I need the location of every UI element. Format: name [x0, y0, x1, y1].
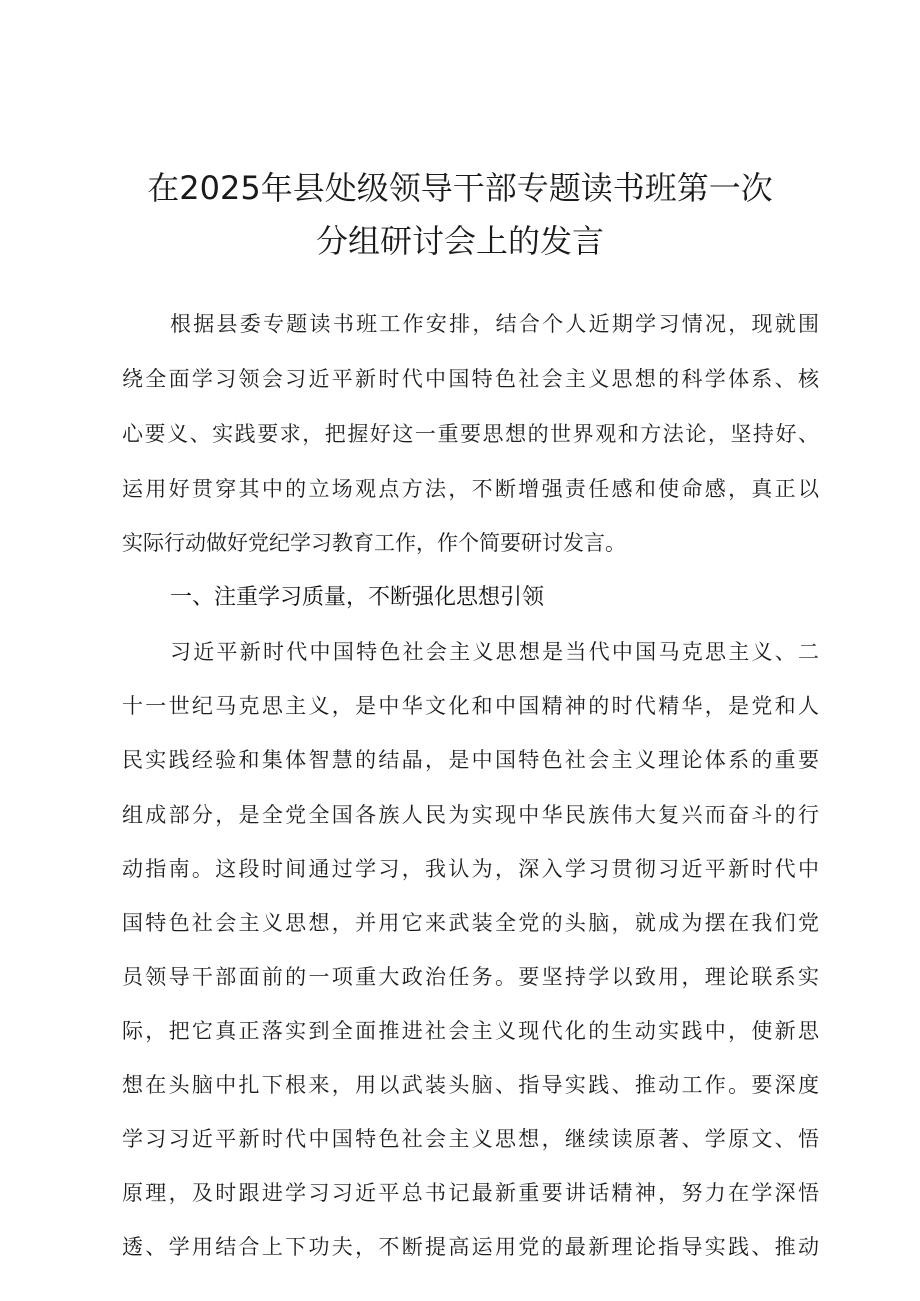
intro-paragraph-line: 绕全面学习领会习近平新时代中国特色社会主义思想的科学体系、核: [122, 367, 819, 391]
document-title-line-1: 在2025年县处级领导干部专题读书班第一次: [147, 169, 773, 207]
section-1-paragraph-line: 民实践经验和集体智慧的结晶，是中国特色社会主义理论体系的重要: [122, 748, 819, 772]
section-1-paragraph-line: 员领导干部面前的一项重大政治任务。要坚持学以致用，理论联系实: [122, 965, 819, 989]
section-1-paragraph-line: 透、学用结合上下功夫，不断提高运用党的最新理论指导实践、推动: [122, 1235, 819, 1259]
intro-paragraph-line: 心要义、实践要求，把握好这一重要思想的世界观和方法论，坚持好、: [122, 422, 819, 446]
intro-paragraph-line: 根据县委专题读书班工作安排，结合个人近期学习情况，现就围: [170, 312, 819, 336]
section-1-paragraph-line: 学习习近平新时代中国特色社会主义思想，继续读原著、学原文、悟: [122, 1127, 819, 1151]
section-1-paragraph-line: 动指南。这段时间通过学习，我认为，深入学习贯彻习近平新时代中: [122, 857, 819, 881]
document-title-line-2: 分组研讨会上的发言: [315, 222, 604, 260]
section-1-paragraph-line: 组成部分，是全党全国各族人民为实现中华民族伟大复兴而奋斗的行: [122, 803, 819, 827]
section-1-paragraph-line: 际，把它真正落实到全面推进社会主义现代化的生动实践中，使新思: [122, 1019, 819, 1043]
section-1-heading: 一、注重学习质量，不断强化思想引领: [170, 585, 545, 610]
intro-paragraph-line: 实际行动做好党纪学习教育工作，作个简要研讨发言。: [122, 531, 626, 555]
section-1-paragraph-line: 十一世纪马克思主义，是中华文化和中国精神的时代精华，是党和人: [122, 694, 819, 718]
intro-paragraph-line: 运用好贯穿其中的立场观点方法，不断增强责任感和使命感，真正以: [122, 477, 819, 501]
section-1-paragraph-line: 原理，及时跟进学习习近平总书记最新重要讲话精神，努力在学深悟: [122, 1181, 819, 1205]
section-1-paragraph-line: 习近平新时代中国特色社会主义思想是当代中国马克思主义、二: [170, 640, 819, 664]
section-1-paragraph-line: 国特色社会主义思想，并用它来武装全党的头脑，就成为摆在我们党: [122, 911, 819, 935]
section-1-paragraph-line: 想在头脑中扎下根来，用以武装头脑、指导实践、推动工作。要深度: [122, 1073, 819, 1097]
